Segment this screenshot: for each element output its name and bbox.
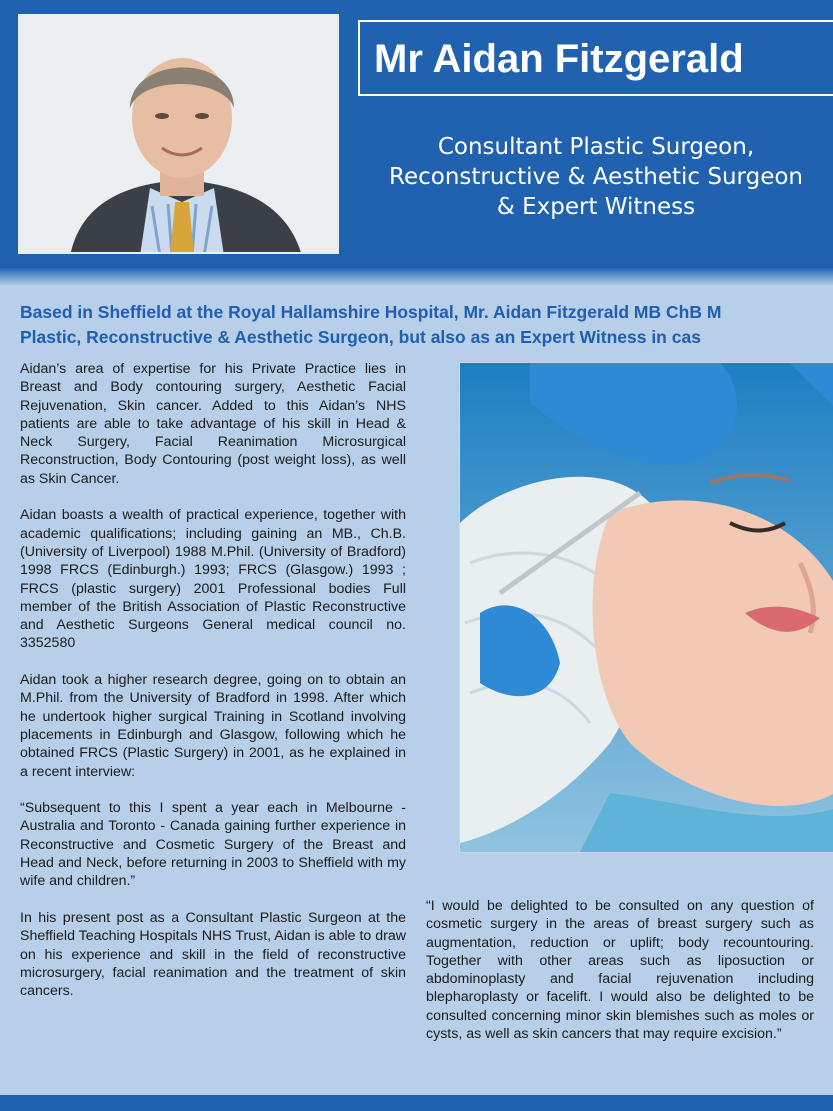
header-gradient-strip xyxy=(0,268,833,286)
intro-heading xyxy=(20,300,833,350)
intro-line-2: Plastic, Reconstructive & Aesthetic Surgeon, but also as an Expert Witness in cas xyxy=(20,327,701,347)
patient-photo xyxy=(459,362,833,853)
job-title-line-1: Consultant Plastic Surgeon, xyxy=(437,134,755,160)
surgeon-name: Mr Aidan Fitzgerald xyxy=(374,37,744,81)
bio-paragraph-current-post: In his present post as a Consultant Plastic Surgeon at the Sheffield Teaching Hospitals NHS Trust, Aidan is able to draw on his experience and skill in the field of reconstructive microsurgery, facial reanimation and the treatment of skin cancers. xyxy=(20,909,406,1000)
job-title xyxy=(358,132,833,222)
job-title-line-3: & Expert Witness xyxy=(496,194,696,220)
patient-consultation-quote: “I would be delighted to be consulted on any question of cosmetic surgery in the areas of breast surgery such as augmentation, reduction or uplift; body recountouring. Together with other areas such as liposuction or abdominoplasty and facial rejuvenation including blepharoplasty or facelift. I would also be delighted to be consulted concerning minor skin blemishes such as moles or cysts, as well as skin cancers that may require excision.” xyxy=(426,898,814,1043)
header-banner xyxy=(0,0,833,270)
patient-illustration xyxy=(460,363,833,852)
portrait-illustration xyxy=(20,16,339,254)
bio-paragraph-expertise: Aidan’s area of expertise for his Private Practice lies in Breast and Body contouring surgery, Aesthetic Facial Rejuvenation, Skin cancer. Added to this Aidan’s NHS patients are able to take advantage of his skill in Head & Neck Surgery, Facial Reanimation Microsurgical Reconstruction, Body Contouring (post weight loss), as well as Skin Cancer. xyxy=(20,361,406,487)
surgeon-portrait xyxy=(18,14,339,254)
job-title-line-2: Reconstructive & Aesthetic Surgeon xyxy=(389,164,803,190)
name-box xyxy=(358,20,833,96)
bio-paragraph-qualifications: Aidan boasts a wealth of practical experience, together with academic qualifications; including gaining an MB., Ch.B. (University of Liverpool) 1988 M.Phil. (University of Bradford) 1998 FRCS (Edinburgh.) 1993; FRCS (Glasgow.) 1993 ; FRCS (plastic surgery) 2001 Professional bodies Full member of the British Association of Plastic Reconstructive and Aesthetic Surgeons General medical council no. 3352580 xyxy=(20,507,406,652)
bio-paragraph-quote-melbourne: “Subsequent to this I spent a year each in Melbourne - Australia and Toronto - Canada gaining further experience in Reconstructive and Cosmetic Surgery of the Breast and Head and Neck, before returning in 2003 to Sheffield with my wife and children.” xyxy=(20,800,406,890)
bio-paragraph-research: Aidan took a higher research degree, going on to obtain an M.Phil. from the University of Bradford in 1998. After which he undertook higher surgical Training in Scotland involving placements in Edinburgh and Glasgow, following which he obtained FRCS (Plastic Surgery) in 2001, as he explained in a recent interview: xyxy=(20,672,406,780)
intro-line-1: Based in Sheffield at the Royal Hallamshire Hospital, Mr. Aidan Fitzgerald MB ChB M xyxy=(20,302,722,322)
biography-column xyxy=(20,360,406,1019)
footer-bar xyxy=(0,1095,833,1111)
